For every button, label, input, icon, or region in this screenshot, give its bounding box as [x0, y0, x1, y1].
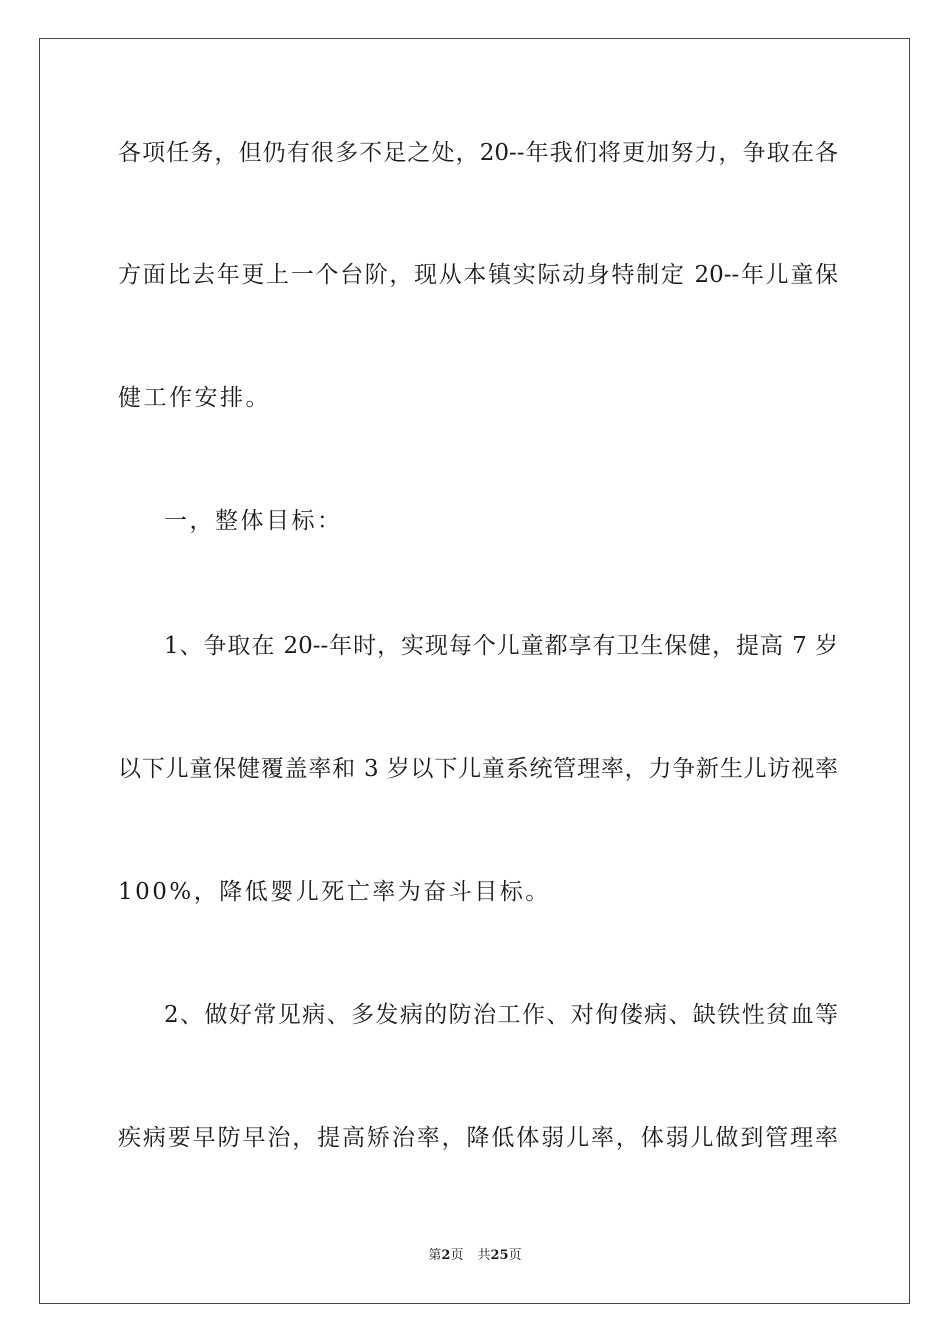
page-footer — [0, 1247, 950, 1265]
current-page-number: 2 — [441, 1248, 451, 1263]
total-prefix: 共 — [477, 1248, 491, 1263]
section-heading: 一，整体目标： — [164, 508, 343, 534]
page-prefix: 第 — [428, 1248, 442, 1263]
body-text-line: 以下儿童保健覆盖率和 3 岁以下儿童系统管理率，力争新生儿访视率 — [118, 756, 838, 782]
page-suffix: 页 — [450, 1248, 464, 1263]
body-text-line: 100%，降低婴儿死亡率为奋斗目标。 — [118, 879, 551, 905]
total-suffix: 页 — [508, 1248, 522, 1263]
body-text-line: 各项任务，但仍有很多不足之处，20--年我们将更加努力，争取在各 — [118, 140, 838, 166]
body-text-line: 1、争取在 20--年时，实现每个儿童都享有卫生保健，提高 7 岁 — [164, 633, 838, 659]
body-text-line: 疾病要早防早治，提高矫治率，降低体弱儿率，体弱儿做到管理率 — [118, 1125, 838, 1151]
body-text-line: 2、做好常见病、多发病的防治工作、对佝偻病、缺铁性贫血等 — [164, 1002, 838, 1028]
body-text-line: 方面比去年更上一个台阶，现从本镇实际动身特制定 20--年儿童保 — [118, 262, 838, 288]
page-border — [39, 38, 910, 1304]
body-text-line: 健工作安排。 — [118, 385, 271, 411]
total-pages: 25 — [490, 1248, 509, 1263]
